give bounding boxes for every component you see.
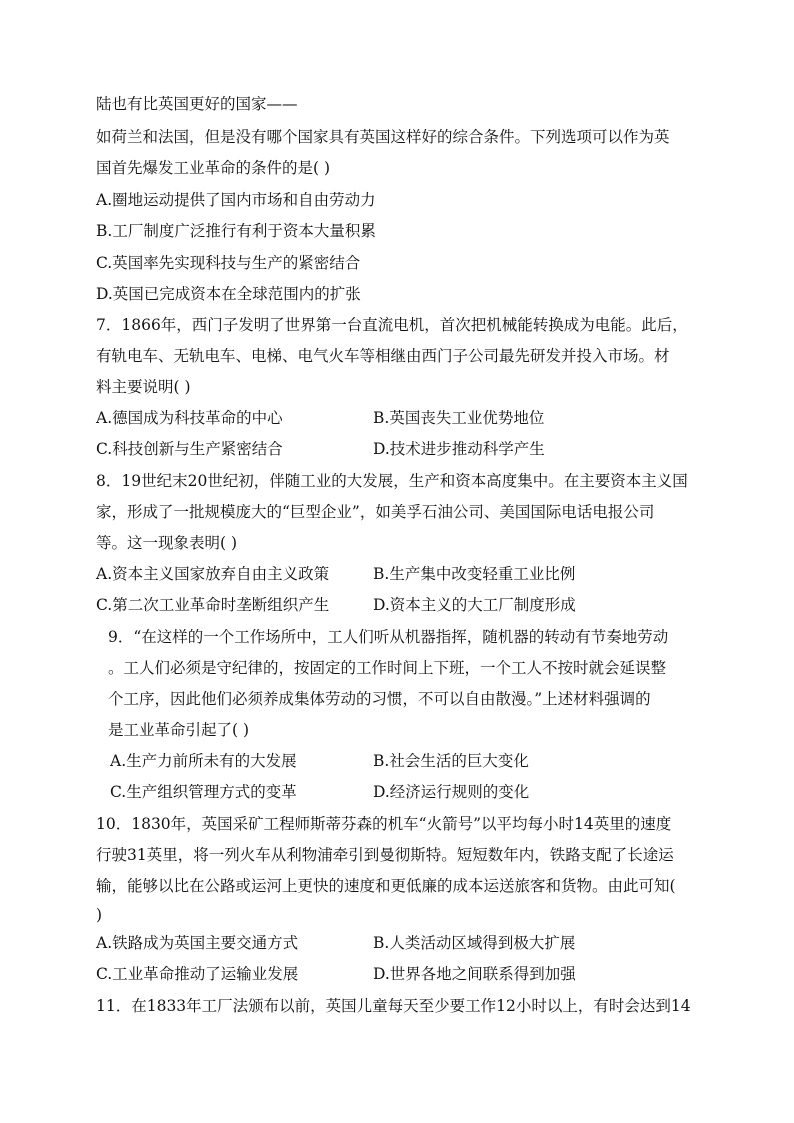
q10-stem-line-2: 行驶31英里，将一列火车从利物浦牵引到曼彻斯特。短短数年内，铁路支配了长途运 — [96, 846, 674, 864]
q9-stem-line-2: 。工人们必须是守纪律的，按固定的工作时间上下班，一个工人不按时就会延误整 — [108, 659, 667, 677]
q7-stem-line-1: 7．1866年，西门子发明了世界第一台直流电机，首次把机械能转换成为电能。此后， — [96, 316, 688, 334]
q10-option-a: A.铁路成为英国主要交通方式 — [96, 934, 299, 952]
q7-option-c: C.科技创新与生产紧密结合 — [96, 440, 283, 458]
q9-stem-line-4: 是工业革命引起了( ) — [108, 721, 250, 739]
q7-option-b: B.英国丧失工业优势地位 — [373, 409, 545, 427]
q6-option-a: A.圈地运动提供了国内市场和自由劳动力 — [96, 191, 376, 209]
q6-option-b: B.工厂制度广泛推行有利于资本大量积累 — [96, 222, 376, 240]
q8-stem-line-2: 家，形成了一批规模庞大的“巨型企业”，如美孚石油公司、美国国际电话电报公司 — [96, 503, 655, 521]
q8-option-b: B.生产集中改变轻重工业比例 — [373, 565, 576, 583]
q10-stem-line-4: ) — [96, 906, 103, 924]
q8-option-c: C.第二次工业革命时垄断组织产生 — [96, 596, 330, 614]
q9-option-d: D.经济运行规则的变化 — [373, 783, 530, 801]
q8-option-a: A.资本主义国家放弃自由主义政策 — [96, 565, 330, 583]
q10-stem-line-1: 10．1830年，英国采矿工程师斯蒂芬森的机车“火箭号”以平均每小时14英里的速度 — [96, 815, 672, 833]
q6-stem-line-3: 国首先爆发工业革命的条件的是( ) — [96, 159, 331, 177]
q6-stem-line-2: 如荷兰和法国，但是没有哪个国家具有英国这样好的综合条件。下列选项可以作为英 — [96, 128, 670, 146]
q9-option-c: C.生产组织管理方式的变革 — [110, 783, 297, 801]
q11-stem-line-1: 11．在1833年工厂法颁布以前，英国儿童每天至少要工作12小时以上，有时会达到14 — [96, 997, 691, 1015]
q6-option-d: D.英国已完成资本在全球范围内的扩张 — [96, 285, 361, 303]
q9-stem-line-3: 个工序，因此他们必须养成集体劳动的习惯，不可以自由散漫。”上述材料强调的 — [108, 690, 651, 708]
q9-option-b: B.社会生活的巨大变化 — [373, 752, 529, 770]
q7-stem-line-2: 有轨电车、无轨电车、电梯、电气火车等相继由西门子公司最先研发并投入市场。材 — [96, 347, 670, 365]
q7-option-a: A.德国成为科技革命的中心 — [96, 409, 283, 427]
q8-stem-line-1: 8．19世纪末20世纪初，伴随工业的大发展，生产和资本高度集中。在主要资本主义国 — [96, 472, 688, 490]
q8-stem-line-3: 等。这一现象表明( ) — [96, 534, 238, 552]
q6-stem-line-1: 陆也有比英国更好的国家—— — [96, 95, 298, 113]
q9-option-a: A.生产力前所未有的大发展 — [110, 752, 297, 770]
q7-stem-line-3: 料主要说明( ) — [96, 378, 191, 396]
q9-stem-line-1: 9．“在这样的一个工作场所中，工人们听从机器指挥，随机器的转动有节奏地劳动 — [108, 628, 669, 646]
q8-option-d: D.资本主义的大工厂制度形成 — [373, 596, 576, 614]
q7-option-d: D.技术进步推动科学产生 — [373, 440, 545, 458]
q10-option-d: D.世界各地之间联系得到加强 — [373, 965, 576, 983]
q10-option-b: B.人类活动区域得到极大扩展 — [373, 934, 576, 952]
q6-option-c: C.英国率先实现科技与生产的紧密结合 — [96, 254, 361, 272]
q10-option-c: C.工业革命推动了运输业发展 — [96, 965, 299, 983]
q10-stem-line-3: 输，能够以比在公路或运河上更快的速度和更低廉的成本运送旅客和货物。由此可知( — [96, 877, 676, 895]
